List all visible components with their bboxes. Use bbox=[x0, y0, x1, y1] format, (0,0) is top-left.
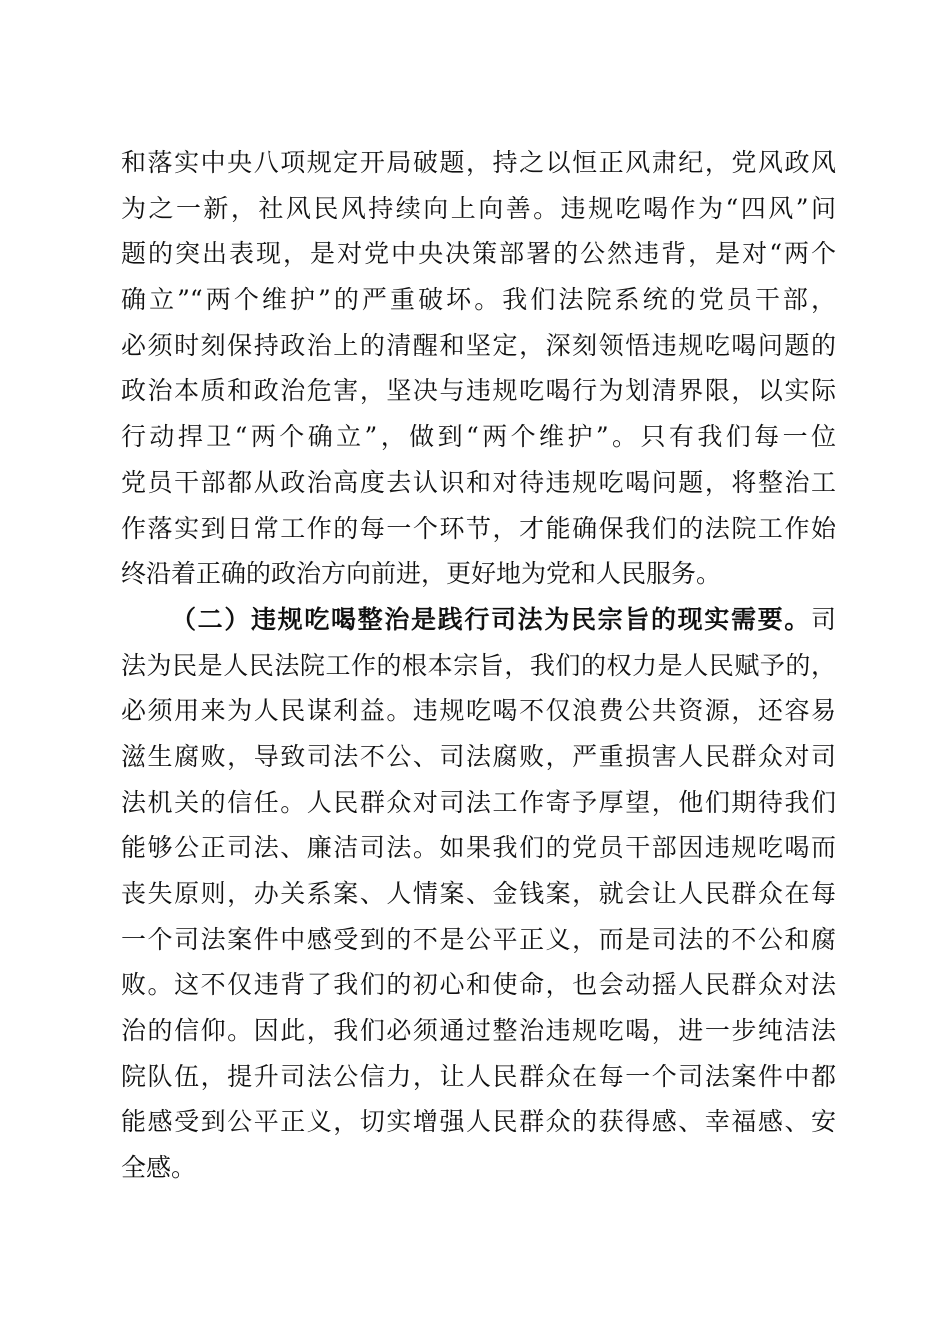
paragraph-line: 滋生腐败，导致司法不公、司法腐败，严重损害人民群众对司 bbox=[121, 741, 836, 771]
document-body bbox=[121, 140, 836, 1191]
paragraph-line: 法为民是人民法院工作的根本宗旨，我们的权力是人民赋予的， bbox=[121, 650, 836, 680]
paragraph-line: 院队伍，提升司法公信力，让人民群众在每一个司法案件中都 bbox=[121, 1061, 836, 1091]
paragraph-2 bbox=[121, 597, 836, 1191]
paragraph-line: 能够公正司法、廉洁司法。如果我们的党员干部因违规吃喝而 bbox=[121, 833, 836, 863]
paragraph-line: 能感受到公平正义，切实增强人民群众的获得感、幸福感、安 bbox=[121, 1107, 836, 1137]
paragraph-line: 确立”“两个维护”的严重破坏。我们法院系统的党员干部， bbox=[121, 285, 836, 315]
paragraph-line: 题的突出表现，是对党中央决策部署的公然违背，是对“两个 bbox=[121, 239, 836, 269]
paragraph-line-start: 司 bbox=[810, 604, 836, 634]
section-heading: （二）违规吃喝整治是践行司法为民宗旨的现实需要。 bbox=[171, 604, 811, 634]
paragraph-line: 作落实到日常工作的每一个环节，才能确保我们的法院工作始 bbox=[121, 513, 836, 543]
paragraph-line: 行动捍卫“两个确立”，做到“两个维护”。只有我们每一位 bbox=[121, 422, 836, 452]
paragraph-line: 为之一新，社风民风持续向上向善。违规吃喝作为“四风”问 bbox=[121, 193, 836, 223]
paragraph-line: 全感。 bbox=[121, 1153, 197, 1183]
paragraph-line: 必须时刻保持政治上的清醒和坚定，深刻领悟违规吃喝问题的 bbox=[121, 330, 836, 360]
paragraph-line: 法机关的信任。人民群众对司法工作寄予厚望，他们期待我们 bbox=[121, 787, 836, 817]
paragraph-line: 和落实中央八项规定开局破题，持之以恒正风肃纪，党风政风 bbox=[121, 148, 836, 177]
paragraph-line: 丧失原则，办关系案、人情案、金钱案，就会让人民群众在每 bbox=[121, 879, 836, 908]
paragraph-line: 党员干部都从政治高度去认识和对待违规吃喝问题，将整治工 bbox=[121, 467, 836, 497]
paragraph-line: 政治本质和政治危害，坚决与违规吃喝行为划清界限，以实际 bbox=[121, 376, 836, 406]
paragraph-line: 必须用来为人民谋利益。违规吃喝不仅浪费公共资源，还容易 bbox=[121, 696, 836, 726]
paragraph-line: 终沿着正确的政治方向前进，更好地为党和人民服务。 bbox=[121, 559, 722, 589]
paragraph-line: 败。这不仅违背了我们的初心和使命，也会动摇人民群众对法 bbox=[121, 970, 836, 1000]
paragraph-line: 治的信仰。因此，我们必须通过整治违规吃喝，进一步纯洁法 bbox=[121, 1016, 836, 1046]
paragraph-1 bbox=[121, 140, 836, 597]
paragraph-line: 一个司法案件中感受到的不是公平正义，而是司法的不公和腐 bbox=[121, 924, 836, 954]
paragraph-first-line bbox=[121, 597, 836, 643]
